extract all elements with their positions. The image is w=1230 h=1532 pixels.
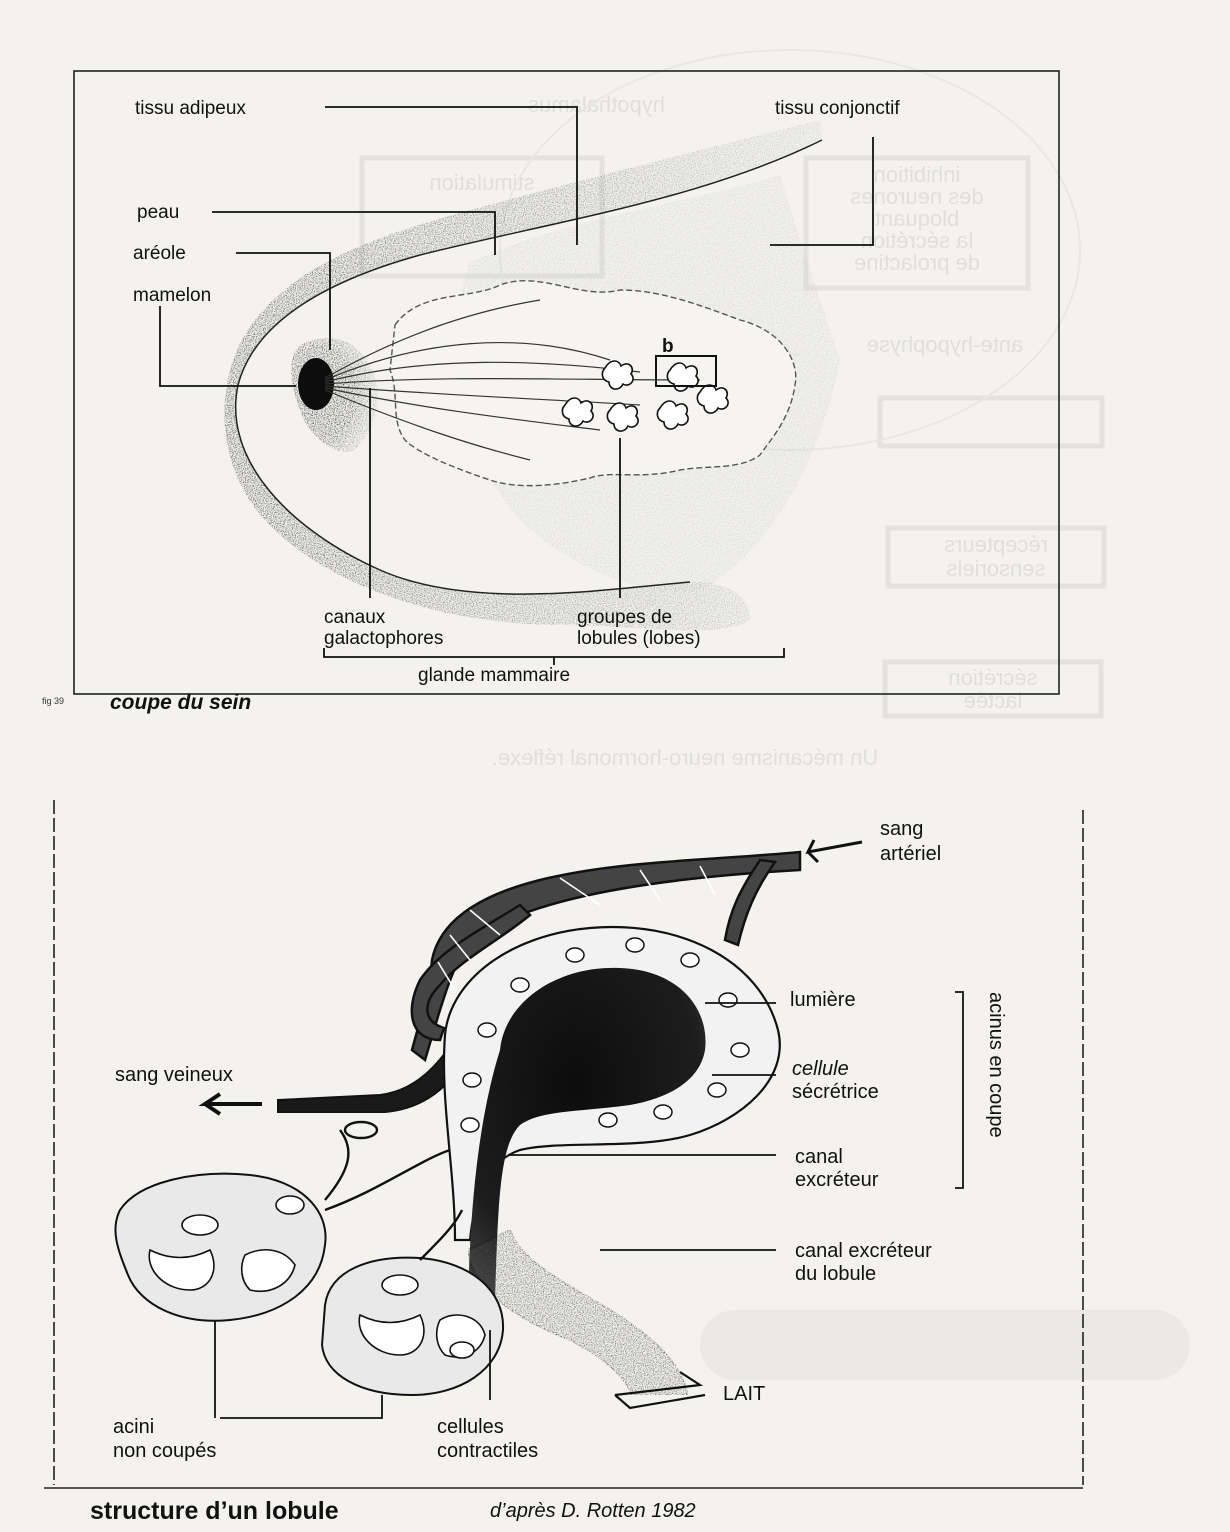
label-du-lobule: du lobule <box>795 1263 877 1285</box>
label-tissu-conjonctif: tissu conjonctif <box>775 98 900 119</box>
ghost-stimulation: stimulation <box>429 170 535 195</box>
label-canaux-2: galactophores <box>324 628 444 649</box>
label-tissu-adipeux: tissu adipeux <box>135 98 246 119</box>
label-lait: LAIT <box>723 1383 766 1405</box>
label-contractiles: contractiles <box>437 1440 539 1462</box>
lobule-structure-figure <box>44 800 1083 1525</box>
caption-structure-lobule: structure d’un lobule <box>90 1497 339 1525</box>
ghost-hypothalamus: hypothalamus <box>528 92 665 117</box>
label-b: b <box>662 336 674 357</box>
venous-vessel <box>278 1040 470 1112</box>
label-secretrice: sécrétrice <box>792 1081 879 1103</box>
label-cellules: cellules <box>437 1416 504 1438</box>
ghost-recepteurs-2: sensoriels <box>946 556 1046 581</box>
label-excreteur: excréteur <box>795 1169 879 1191</box>
label-canal-excreteur: canal excréteur <box>795 1240 932 1262</box>
connecting-ducts <box>325 1122 462 1260</box>
ghost-inhibition-5: de prolactine <box>854 250 980 275</box>
label-acini: acini <box>113 1416 155 1438</box>
label-lumiere: lumière <box>790 989 856 1011</box>
label-groupes-2: lobules (lobes) <box>577 628 701 649</box>
arrow-sang-arteriel <box>808 840 862 862</box>
label-sang: sang <box>880 818 924 840</box>
label-cellule: cellule <box>792 1058 849 1080</box>
ghost-secretion-1: sécrétion <box>948 665 1038 690</box>
ghost-box-a <box>880 398 1102 446</box>
label-canal: canal <box>795 1146 843 1168</box>
label-mamelon: mamelon <box>133 285 212 306</box>
label-arteriel: artériel <box>880 843 942 865</box>
caption-coupe-du-sein: coupe du sein <box>110 691 252 714</box>
ghost-secretion-2: lactée <box>963 688 1023 713</box>
label-sang-veineux: sang veineux <box>115 1064 233 1086</box>
ghost-inhibition-3: bloquant <box>874 206 960 231</box>
ghost-inhibition-2: des neurones <box>850 184 984 209</box>
ghost-recepteurs-1: récepteurs <box>944 532 1048 557</box>
label-canaux-1: canaux <box>324 607 386 628</box>
ghost-inhibition-1: inhibition <box>873 162 961 187</box>
label-acinus-en-coupe: acinus en coupe <box>985 992 1007 1138</box>
label-glande-mammaire: glande mammaire <box>418 665 571 686</box>
credit-rotten: d’après D. Rotten 1982 <box>490 1500 696 1522</box>
label-areole: aréole <box>133 243 186 264</box>
label-groupes-1: groupes de <box>577 607 673 628</box>
label-peau: peau <box>137 202 180 223</box>
label-non-coupes: non coupés <box>113 1440 217 1462</box>
ghost-bar <box>700 1310 1190 1380</box>
ghost-hypophyse: ante-hypophyse <box>866 332 1024 357</box>
ghost-inhibition-4: la sécrétion <box>860 228 974 253</box>
figure-number: fig 39 <box>42 696 65 706</box>
ghost-mecanisme: Un mécanisme neuro-hormonal réflexe. <box>491 745 879 770</box>
arrow-sang-veineux <box>205 1094 262 1114</box>
